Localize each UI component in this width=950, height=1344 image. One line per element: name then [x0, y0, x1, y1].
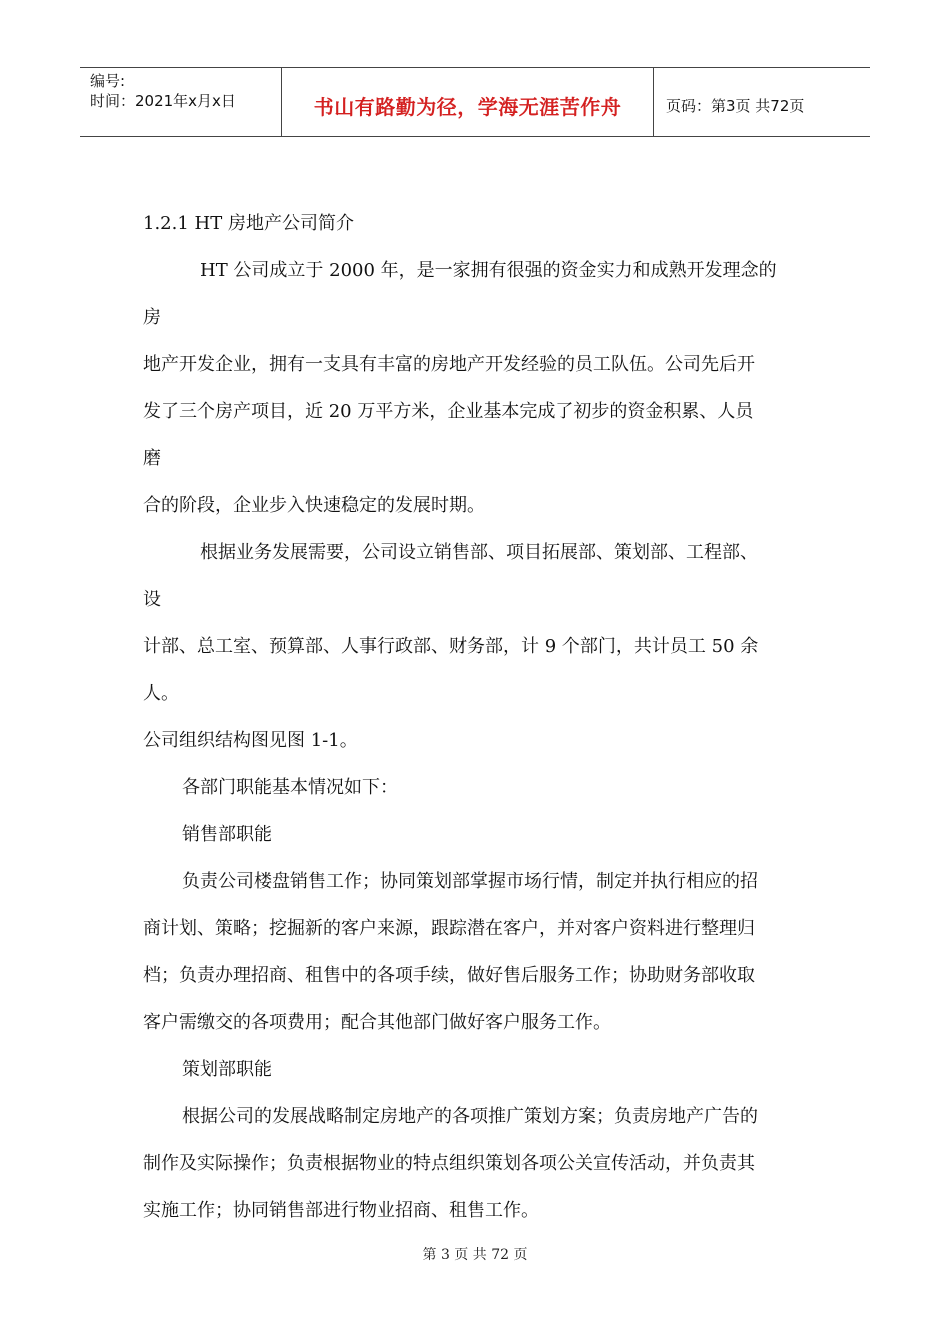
motto-text: 书山有路勤为径，学海无涯苦作舟 [313, 94, 622, 119]
subsection-heading: 策划部职能 [182, 1059, 272, 1080]
document-id-label: 编号: [90, 72, 126, 90]
header-motto-cell [281, 68, 654, 136]
paragraph-line: 磨 [143, 448, 161, 469]
section-heading: 1.2.1 HT 房地产公司简介 [143, 213, 354, 234]
document-date: 时间：2021年x月x日 [90, 92, 236, 110]
paragraph-line: 实施工作；协同销售部进行物业招商、租售工作。 [143, 1200, 539, 1221]
paragraph-line: 客户需缴交的各项费用；配合其他部门做好客户服务工作。 [143, 1012, 611, 1033]
paragraph-line: 商计划、策略；挖掘新的客户来源，跟踪潜在客户，并对客户资料进行整理归 [143, 918, 755, 939]
paragraph-line: 各部门职能基本情况如下： [182, 777, 398, 798]
paragraph-line: 制作及实际操作；负责根据物业的特点组织策划各项公关宣传活动，并负责其 [143, 1153, 755, 1174]
paragraph-line: 根据公司的发展战略制定房地产的各项推广策划方案；负责房地产广告的 [182, 1106, 758, 1127]
page-footer: 第 3 页 共 72 页 [422, 1247, 528, 1263]
document-body [143, 200, 813, 1234]
subsection-heading: 销售部职能 [182, 824, 272, 845]
paragraph-line: 人。 [143, 683, 179, 704]
paragraph-line: 公司组织结构图见图 1-1。 [143, 730, 358, 751]
paragraph-line: 发了三个房产项目，近 20 万平方米，企业基本完成了初步的资金积累、人员 [143, 401, 754, 422]
page-header [80, 67, 870, 137]
page-info-text: 页码：第3页 共72页 [666, 96, 805, 115]
paragraph-line: 根据业务发展需要，公司设立销售部、项目拓展部、策划部、工程部、 [200, 542, 758, 563]
paragraph-line: 房 [143, 307, 161, 328]
header-page-info [654, 68, 870, 136]
paragraph-line: 合的阶段，企业步入快速稳定的发展时期。 [143, 495, 485, 516]
paragraph-line: 计部、总工室、预算部、人事行政部、财务部，计 9 个部门，共计员工 50 余 [143, 636, 759, 657]
paragraph-line: 设 [143, 589, 161, 610]
paragraph-line: 地产开发企业，拥有一支具有丰富的房地产开发经验的员工队伍。公司先后开 [143, 354, 755, 375]
paragraph-line: HT 公司成立于 2000 年，是一家拥有很强的资金实力和成熟开发理念的 [200, 260, 777, 281]
header-meta [80, 68, 281, 136]
paragraph-line: 档；负责办理招商、租售中的各项手续，做好售后服务工作；协助财务部收取 [143, 965, 755, 986]
paragraph-line: 负责公司楼盘销售工作；协同策划部掌握市场行情，制定并执行相应的招 [182, 871, 758, 892]
